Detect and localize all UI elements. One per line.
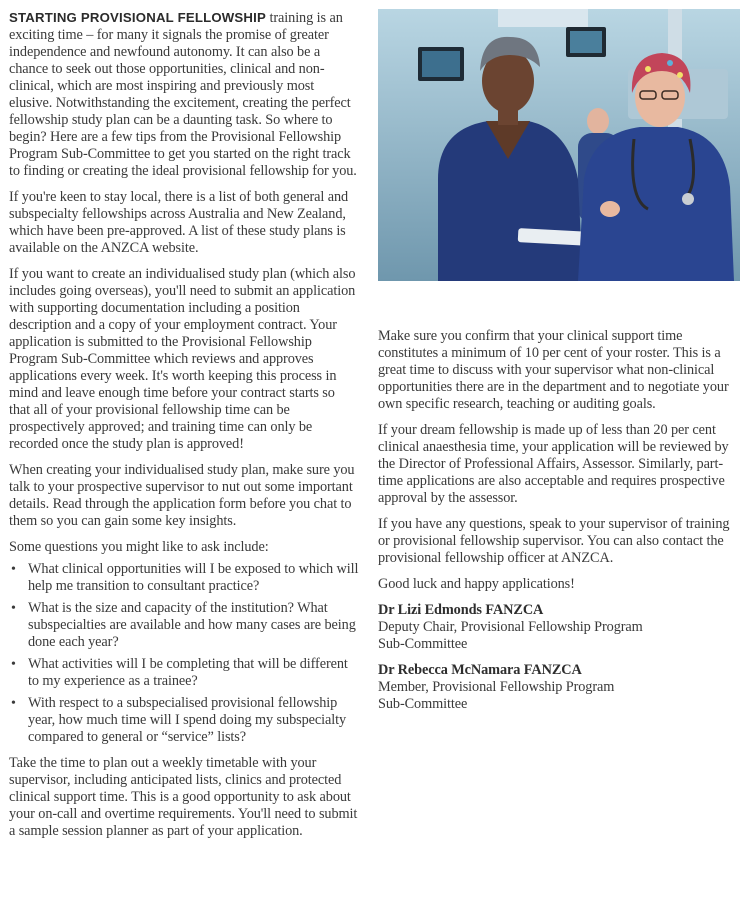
right-column <box>378 328 732 722</box>
ceiling-light <box>498 9 588 27</box>
photo-two-anaesthetists-icon <box>378 9 740 281</box>
signature-block <box>378 662 732 713</box>
local-fellowships-paragraph: If you're keen to stay local, there is a list of both general and subspecialty fellowships across Australia and New Zealand, which have been pre-approved. A list of these study plans is available on the ANZCA website. <box>9 189 349 256</box>
left-column <box>9 9 359 849</box>
clinical-support-paragraph: Make sure you confirm that your clinical support time constitutes a minimum of 10 per cent of your roster. This is a great time to discuss with your supervisor what non-clinical opportunities there are in the department and to negotiate your own specific research, teaching or auditing goals. <box>378 328 729 412</box>
individualised-plan-paragraph: If you want to create an individualised study plan (which also includes going overseas), you'll need to submit an application with supporting documentation including a position description and a copy of your employment contract. Your application is submitted to the Provisional Fellowship Program Sub-Committee which reviews and approves applications every week. It's worth keeping this process in mind and leave enough time before your contract starts so that all of your provisional fellowship time can be prospectively approved; and training time can only be recorded once the study plan is approved! <box>9 266 356 452</box>
timetable-paragraph: Take the time to plan out a weekly timetable with your supervisor, including anticipated lists, clinics and protected clinical support time. This is a good opportunity to ask about your on-call and overtime requirements. You'll need to submit a sample session planner as part of your application. <box>9 755 358 839</box>
signatory-name: Dr Rebecca McNamara FANZCA <box>378 662 582 678</box>
signature-block <box>378 602 732 653</box>
question-text: With respect to a subspecialised provisional fellowship year, how much time will I spend doing my subspecialty compared to general or “service” lists? <box>28 695 347 745</box>
questions-intro: Some questions you might like to ask include: <box>9 539 269 555</box>
signatory-role: Deputy Chair, Provisional Fellowship Program <box>378 619 643 635</box>
signatory-name: Dr Lizi Edmonds FANZCA <box>378 602 544 618</box>
intro-paragraph <box>9 9 359 180</box>
intro-text: training is an exciting time – for many it signals the promise of greater independence and newfound autonomy. It can also be a chance to seek out those opportunities, clinical and non-clinical, which are most inspiring and previously most elusive. Notwithstanding the excitement, creating the perfect fellowship study plan can be a daunting task. So where to begin? Here are a few tips from the Provisional Fellowship Program Sub-Committee to get you started on the right track to finding or creating the ideal provisional fellowship for you. <box>9 10 357 179</box>
question-text: What activities will I be completing that will be different to my experience as a trainee? <box>28 656 348 689</box>
woman-hand <box>600 201 620 217</box>
question-text: What clinical opportunities will I be exposed to which will help me transition to consultant practice? <box>28 561 359 594</box>
list-item <box>9 656 359 690</box>
article-photo <box>378 9 740 281</box>
signatory-role-cont: Sub-Committee <box>378 636 468 652</box>
bullet-icon: • <box>11 696 16 711</box>
signatory-role: Member, Provisional Fellowship Program <box>378 679 615 695</box>
dream-fellowship-paragraph: If your dream fellowship is made up of less than 20 per cent clinical anaesthesia time, your application will be reviewed by the Director of Professional Affairs, Assessor. Similarly, part-time applications are also acceptable and requires prospective approval by the assessor. <box>378 422 729 506</box>
signatory-role-cont: Sub-Committee <box>378 696 468 712</box>
list-item <box>9 600 359 651</box>
questions-list <box>9 561 359 746</box>
intro-lead-in: STARTING PROVISIONAL FELLOWSHIP <box>9 10 267 25</box>
list-item <box>9 561 359 595</box>
woman-body <box>578 127 734 281</box>
contact-paragraph: If you have any questions, speak to your supervisor of training or provisional fellowship supervisor. You can also contact the provisional fellowship officer at ANZCA. <box>378 516 730 566</box>
bullet-icon: • <box>11 601 16 616</box>
list-item <box>9 695 359 746</box>
question-text: What is the size and capacity of the institution? What subspecialties are available and how many cases are being done each year? <box>28 600 356 650</box>
good-luck-text: Good luck and happy applications! <box>378 576 575 592</box>
bullet-icon: • <box>11 657 16 672</box>
bullet-icon: • <box>11 562 16 577</box>
supervisor-paragraph: When creating your individualised study plan, make sure you talk to your prospective supervisor to nut out some important details. Read through the application form before you chat to them so you can gain some key insights. <box>9 462 355 529</box>
